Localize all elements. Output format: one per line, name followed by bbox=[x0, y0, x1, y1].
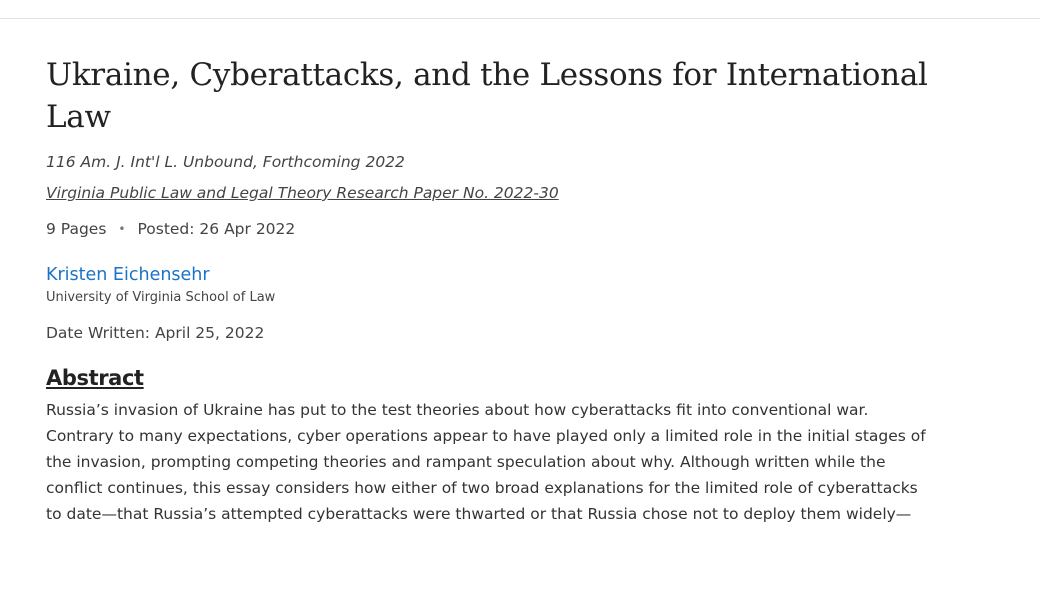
abstract-line: the invasion, prompting competing theories and rampant speculation about why. Although written while the bbox=[46, 453, 886, 471]
author-block bbox=[46, 264, 1006, 307]
citation-series-link[interactable]: Virginia Public Law and Legal Theory Research Paper No. 2022-30 bbox=[46, 184, 559, 202]
abstract-line: Contrary to many expectations, cyber operations appear to have played only a limited role in the initial stages of bbox=[46, 427, 926, 445]
header-divider bbox=[0, 18, 1040, 19]
author-link[interactable]: Kristen Eichensehr bbox=[46, 265, 210, 285]
abstract-body bbox=[46, 397, 996, 527]
paper-title: Ukraine, Cyberattacks, and the Lessons for International Law bbox=[46, 57, 928, 135]
author-affiliation: University of Virginia School of Law bbox=[46, 290, 276, 305]
meta-separator: • bbox=[118, 222, 126, 236]
abstract-line: to date—that Russia’s attempted cyberattacks were thwarted or that Russia chose not to deploy them widely— bbox=[46, 505, 912, 523]
paper-detail bbox=[46, 54, 1006, 527]
abstract-heading: Abstract bbox=[46, 366, 144, 390]
abstract-line: Russia’s invasion of Ukraine has put to the test theories about how cyberattacks fit into conventional war. bbox=[46, 401, 869, 419]
posted-date: Posted: 26 Apr 2022 bbox=[137, 220, 296, 238]
citation-block bbox=[46, 147, 1006, 209]
citation-journal: 116 Am. J. Int'l L. Unbound, Forthcoming 2022 bbox=[46, 153, 405, 171]
page-count: 9 Pages bbox=[46, 220, 107, 238]
abstract-line: conflict continues, this essay considers how either of two broad explanations for the limited role of cyberattacks bbox=[46, 479, 918, 497]
date-written: Date Written: April 25, 2022 bbox=[46, 324, 265, 342]
paper-meta bbox=[46, 219, 1006, 239]
